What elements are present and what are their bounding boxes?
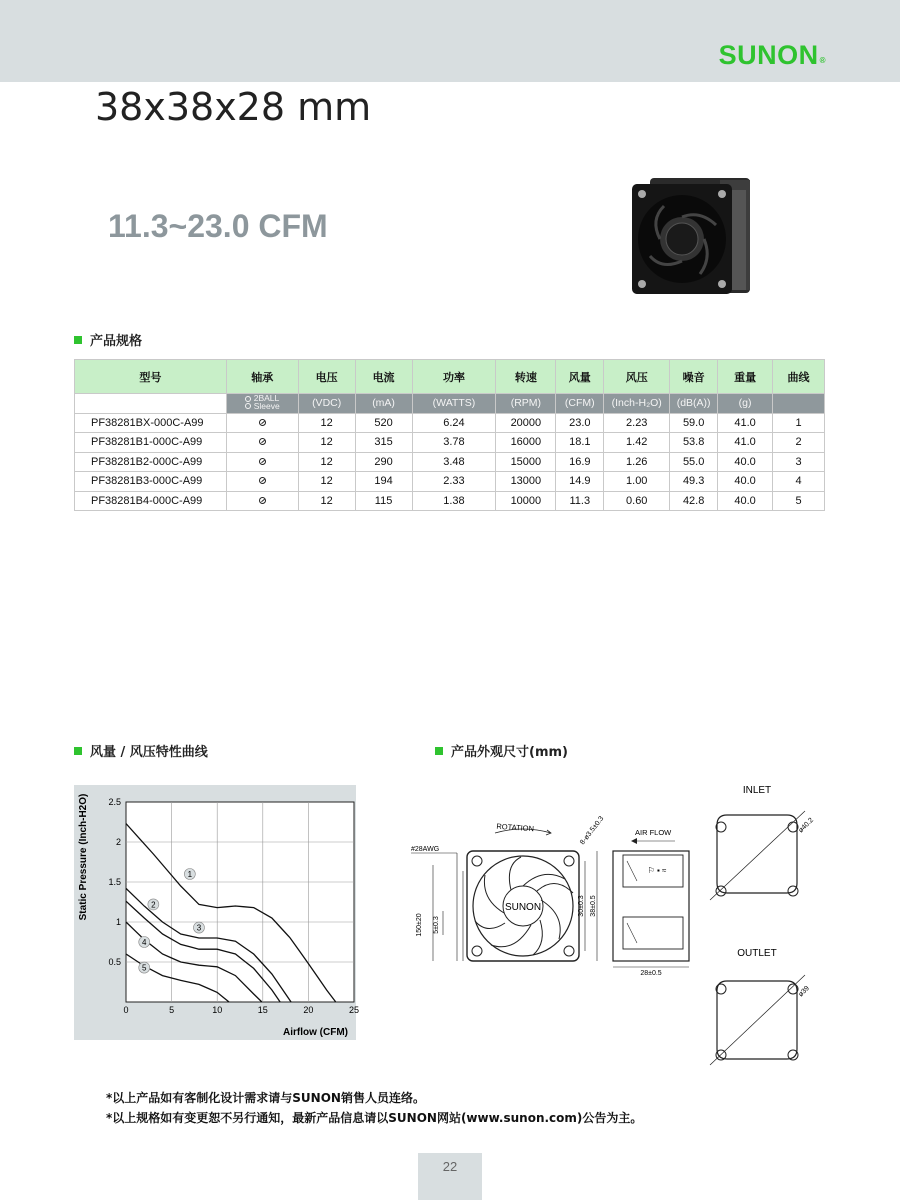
spec-table xyxy=(74,359,825,511)
spec-section-heading: 产品规格 xyxy=(74,330,142,349)
bearing-legend: 2BALL Sleeve xyxy=(245,394,280,410)
front-view xyxy=(411,815,605,961)
hole-label: 8-ø3.5±0.3 xyxy=(579,815,606,847)
ball-icon xyxy=(245,396,251,402)
page-number: 22 xyxy=(418,1153,482,1200)
col-voltage: 电压 xyxy=(298,360,355,394)
curve-label-5: 5 xyxy=(142,963,147,973)
table-row: PF38281B3-000C-A99 12 194 2.33 13000 14.9 1.00 49.3 40.0 4 xyxy=(75,472,825,492)
dim-150-label: 150±20 xyxy=(416,913,423,937)
inlet-label: INLET xyxy=(742,785,772,796)
x-tick-label: 15 xyxy=(257,1005,268,1015)
curve-section-heading: 风量 / 风压特性曲线 xyxy=(74,741,208,760)
dim-28-label: 28±0.5 xyxy=(640,970,662,977)
y-tick-label: 2.5 xyxy=(108,797,121,807)
col-rpm: 转速 xyxy=(496,360,556,394)
ce-mark-icon: ⚐ ▪ ≈ xyxy=(647,866,667,875)
square-bullet-icon xyxy=(74,336,82,344)
pq-chart xyxy=(74,785,360,1040)
col-model: 型号 xyxy=(75,360,227,394)
table-row: PF38281B1-000C-A99 12 315 3.78 16000 18.1 1.42 53.8 41.0 2 xyxy=(75,433,825,453)
square-bullet-icon xyxy=(435,747,443,755)
footnotes xyxy=(106,1088,642,1128)
table-header-row xyxy=(75,360,825,394)
sleeve-icon xyxy=(245,403,251,409)
col-curve: 曲线 xyxy=(773,360,825,394)
dimension-drawing xyxy=(405,775,835,1085)
footnote: *以上产品如有客制化设计需求请与SUNON销售人员连络。 xyxy=(106,1091,425,1105)
col-power: 功率 xyxy=(412,360,496,394)
pq-chart-frame xyxy=(74,785,360,1040)
x-tick-label: 25 xyxy=(348,1005,360,1015)
ball-bearing-icon xyxy=(259,419,266,426)
curve-label-4: 4 xyxy=(142,938,147,947)
col-pressure: 风压 xyxy=(604,360,670,394)
y-tick-label: 1 xyxy=(115,917,121,927)
table-unit-row: 2BALL Sleeve (VDC) (mA) (WATTS) (RPM) (CFM) (Inch-H₂O) (dB(A)) (g) xyxy=(75,394,825,414)
ball-bearing-icon xyxy=(259,458,266,465)
curve-label-2: 2 xyxy=(151,900,156,910)
fan-photo xyxy=(620,170,760,308)
col-cfm: 风量 xyxy=(556,360,604,394)
table-row: PF38281BX-000C-A99 12 520 6.24 20000 23.0 2.23 59.0 41.0 1 xyxy=(75,413,825,433)
table-row: PF38281B2-000C-A99 12 290 3.48 15000 16.9 1.26 55.0 40.0 3 xyxy=(75,452,825,472)
y-tick-label: 2 xyxy=(115,837,121,847)
x-tick-label: 10 xyxy=(212,1005,223,1015)
wire-label: #28AWG xyxy=(411,846,440,853)
col-noise: 噪音 xyxy=(670,360,718,394)
brand-logo: SUNON® xyxy=(718,40,826,70)
y-tick-label: 1.5 xyxy=(108,877,121,887)
y-tick-label: 0.5 xyxy=(108,957,121,967)
dim-section-heading: 产品外观尺寸(mm) xyxy=(435,741,568,760)
ball-bearing-icon xyxy=(259,497,266,504)
x-tick-label: 20 xyxy=(303,1005,314,1015)
plot-area xyxy=(126,802,354,1002)
table-row: PF38281B4-000C-A99 12 115 1.38 10000 11.3 0.60 42.8 40.0 5 xyxy=(75,491,825,511)
ball-bearing-icon xyxy=(259,477,266,484)
outlet-view xyxy=(710,948,811,1065)
outlet-label: OUTLET xyxy=(737,948,777,959)
x-tick-label: 5 xyxy=(169,1005,175,1015)
curve-label-1: 1 xyxy=(187,870,193,879)
ball-bearing-icon xyxy=(259,438,266,445)
side-view xyxy=(613,828,689,977)
inlet-dia-label: ø40.2 xyxy=(797,816,816,835)
curve-label-3: 3 xyxy=(196,923,202,933)
cfm-range: 11.3~23.0 CFM xyxy=(108,208,328,244)
dim-5-label: 5±0.3 xyxy=(433,916,440,934)
fan-logo-label: SUNON xyxy=(504,902,542,913)
col-bearing: 轴承 xyxy=(226,360,298,394)
page-title: 38x38x28 mm xyxy=(95,85,372,129)
x-tick-label: 0 xyxy=(123,1005,129,1015)
dim-38-label: 38±0.5 xyxy=(590,895,597,917)
x-axis-label: Airflow (CFM) xyxy=(283,1027,348,1038)
col-weight: 重量 xyxy=(718,360,773,394)
footnote: *以上规格如有变更恕不另行通知，最新产品信息请以SUNON网站(www.sunon.com)公告为主。 xyxy=(106,1111,643,1125)
air-flow-label: AIR FLOW xyxy=(635,828,672,837)
col-current: 电流 xyxy=(355,360,412,394)
y-axis-label: Static Pressure (Inch-H2O) xyxy=(78,793,89,921)
square-bullet-icon xyxy=(74,747,82,755)
dim-30-label: 30±0.3 xyxy=(578,895,585,917)
rotation-label: ROTATION xyxy=(496,821,535,834)
outlet-dia-label: ø39 xyxy=(797,984,811,999)
inlet-view xyxy=(710,785,815,900)
